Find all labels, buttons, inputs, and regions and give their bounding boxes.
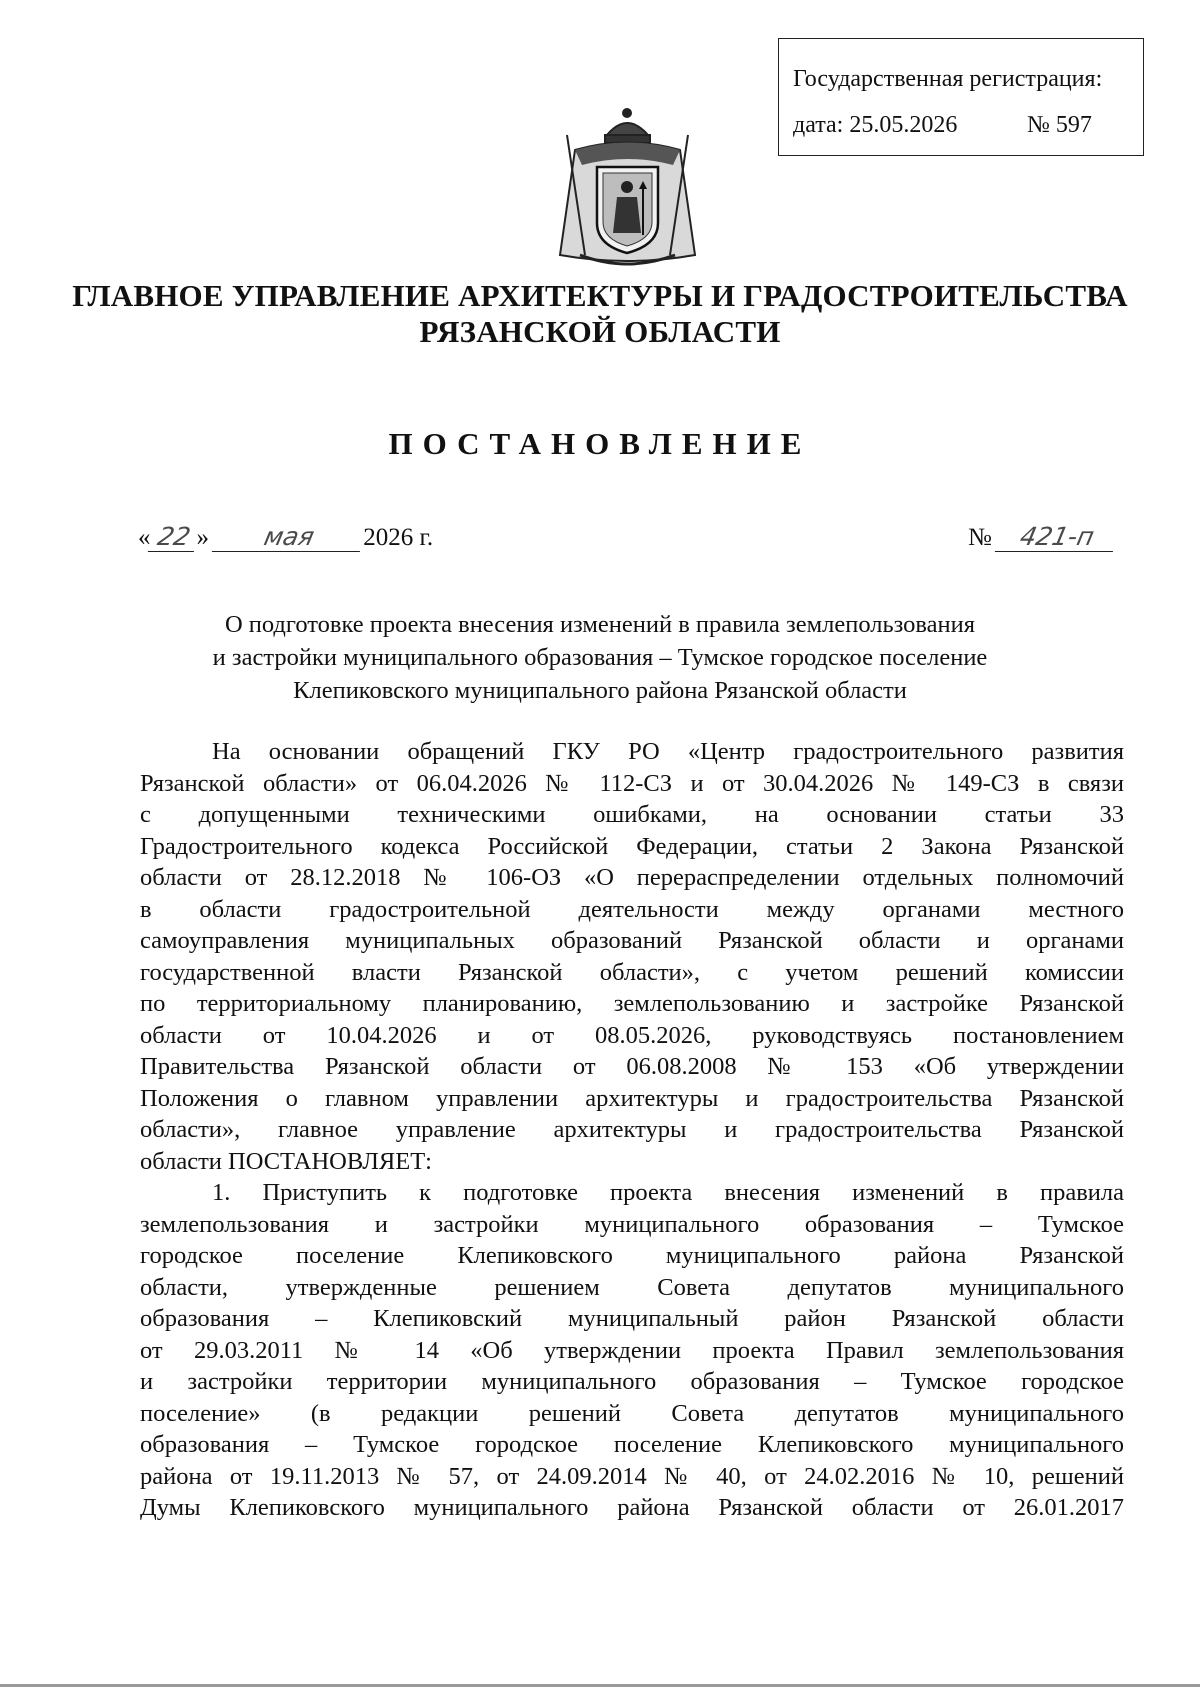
registration-title: Государственная регистрация: [793,66,1103,92]
body-line: Рязанской области» от 06.04.2026 № 112-СЗ и от 30.04.2026 № 149-СЗ в связи [140,769,1124,797]
body-line: Думы Клепиковского муниципального района Рязанской области от 26.01.2017 [140,1494,1124,1521]
document-body [140,736,1124,1524]
body-line: района от 19.11.2013 № 57, от 24.09.2014 № 40, от 24.02.2016 № 10, решений [140,1462,1124,1490]
subject-line: Клепиковского муниципального района Рязанской области [293,677,907,704]
organization-name-line2: РЯЗАНСКОЙ ОБЛАСТИ [419,314,781,349]
body-line: государственной власти Рязанской области», с учетом решений комиссии [140,958,1124,986]
organization-name-line1: ГЛАВНОЕ УПРАВЛЕНИЕ АРХИТЕКТУРЫ И ГРАДОСТРОИТЕЛЬСТВА [72,278,1128,313]
date-month-handwritten: мая [212,522,366,552]
date-year: 2026 г. [363,524,434,551]
document-date [138,522,433,552]
body-line: Положения о главном управлении архитектуры и градостроительства Рязанской [140,1084,1124,1112]
body-line: и застройки территории муниципального образования – Тумское городское [140,1368,1124,1395]
coat-of-arms-icon [555,105,700,275]
body-line: в области градостроительной деятельности между органами местного [140,895,1124,923]
body-line-item-1: 1. Приступить к подготовке проекта внесения изменений в правила [212,1179,1124,1206]
body-line: Правительства Рязанской области от 06.08.2008 № 153 «Об утверждении [140,1053,1124,1080]
body-line: с допущенными техническими ошибками, на основании статьи 33 [140,801,1124,828]
number-prefix: № [968,524,992,551]
body-line: поселение» (в редакции решений Совета депутатов муниципального [140,1399,1124,1427]
body-line: от 29.03.2011 № 14 «Об утверждении проекта Правил землепользования [140,1336,1124,1364]
body-line: землепользования и застройки муниципального образования – Тумское [140,1210,1124,1238]
registration-date: дата: 25.05.2026 [793,112,958,138]
document-number [968,522,1116,552]
body-line: Градостроительного кодекса Российской Федерации, статьи 2 Закона Рязанской [140,832,1124,860]
body-line: области, утвержденные решением Совета депутатов муниципального [140,1273,1124,1301]
date-open-quote: « [138,524,151,551]
body-line: области от 10.04.2026 и от 08.05.2026, руководствуясь постановлением [140,1021,1124,1049]
date-close-quote: » [196,524,209,551]
body-line: образования – Клепиковский муниципальный район Рязанской области [140,1305,1124,1332]
body-line: области ПОСТАНОВЛЯЕТ: [140,1147,432,1175]
body-line: по территориальному планированию, землепользованию и застройке Рязанской [140,990,1124,1017]
body-line: самоуправления муниципальных образований Рязанской области и органами [140,927,1124,954]
scan-edge-divider [0,1684,1200,1687]
date-day-handwritten: 22 [147,522,199,552]
body-line: городское поселение Клепиковского муниципального района Рязанской [140,1242,1124,1269]
registration-number: № 597 [1027,112,1092,138]
document-subject [140,608,1060,707]
registration-stamp [778,38,1144,156]
body-line: На основании обращений ГКУ РО «Центр градостроительного развития [212,738,1124,765]
body-line: образования – Тумское городское поселение Клепиковского муниципального [140,1431,1124,1458]
subject-line: О подготовке проекта внесения изменений в правила землепользования [224,611,976,638]
body-line: области», главное управление архитектуры и градостроительства Рязанской [140,1116,1124,1143]
document-type-title: ПОСТАНОВЛЕНИЕ [388,426,812,461]
subject-line: и застройки муниципального образования – Тумское городское поселение [212,644,988,671]
number-handwritten: 421-п [995,522,1119,552]
body-line: области от 28.12.2018 № 106-ОЗ «О перераспределении отдельных полномочий [140,864,1124,891]
